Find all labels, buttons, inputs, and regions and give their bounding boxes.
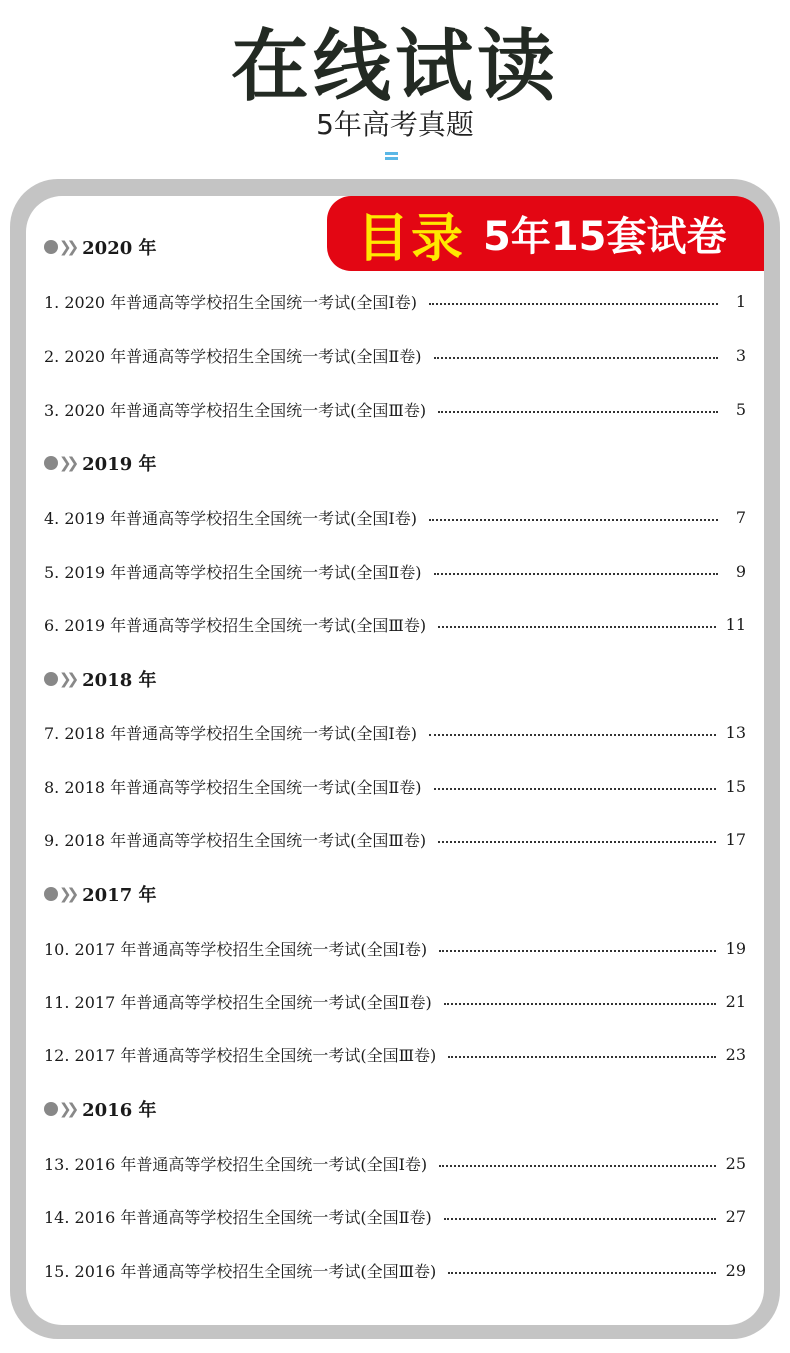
dot-leader bbox=[438, 839, 716, 843]
bullet-dot-icon bbox=[44, 456, 58, 470]
double-chevron-icon: ❯❯ bbox=[59, 670, 75, 688]
toc-entry[interactable] bbox=[44, 1257, 746, 1283]
toc-entry-title: 2. 2020 年普通高等学校招生全国统一考试(全国Ⅱ卷) bbox=[44, 346, 422, 366]
toc-entry[interactable] bbox=[44, 826, 746, 852]
toc-entry-page: 7 bbox=[735, 507, 746, 527]
toc-entry[interactable] bbox=[44, 1150, 746, 1176]
toc-entry[interactable] bbox=[44, 396, 746, 422]
double-chevron-icon: ❯❯ bbox=[59, 885, 75, 903]
section-label: 2017 年 bbox=[82, 885, 157, 906]
toc-entry[interactable] bbox=[44, 288, 746, 314]
bullet-dot-icon bbox=[44, 1102, 58, 1116]
double-chevron-icon: ❯❯ bbox=[59, 1100, 75, 1118]
toc-entry-title: 9. 2018 年普通高等学校招生全国统一考试(全国Ⅲ卷) bbox=[44, 830, 427, 850]
toc-entry-page: 29 bbox=[725, 1260, 746, 1280]
section-label: 2018 年 bbox=[82, 670, 157, 691]
toc-entry-title: 12. 2017 年普通高等学校招生全国统一考试(全国Ⅲ卷) bbox=[44, 1045, 437, 1065]
toc-entry-page: 3 bbox=[735, 345, 746, 365]
bullet-dot-icon bbox=[44, 240, 58, 254]
double-chevron-icon: ❯❯ bbox=[59, 454, 75, 472]
toc-entry[interactable] bbox=[44, 504, 746, 530]
section-heading-2017 bbox=[44, 879, 157, 909]
toc-entry-title: 3. 2020 年普通高等学校招生全国统一考试(全国Ⅲ卷) bbox=[44, 400, 427, 420]
page-subtitle: 5年高考真题 bbox=[316, 108, 474, 141]
section-heading-2018 bbox=[44, 664, 157, 694]
toc-entry-page: 25 bbox=[725, 1153, 746, 1173]
dot-leader bbox=[438, 409, 718, 413]
toc-entry[interactable] bbox=[44, 1203, 746, 1229]
section-heading-2016 bbox=[44, 1094, 157, 1124]
toc-entry-title: 10. 2017 年普通高等学校招生全国统一考试(全国Ⅰ卷) bbox=[44, 939, 428, 959]
dot-leader bbox=[439, 948, 715, 952]
toc-entry-title: 14. 2016 年普通高等学校招生全国统一考试(全国Ⅱ卷) bbox=[44, 1207, 432, 1227]
toc-entry-page: 11 bbox=[725, 614, 746, 634]
toc-entry-title: 8. 2018 年普通高等学校招生全国统一考试(全国Ⅱ卷) bbox=[44, 777, 422, 797]
bullet-dot-icon bbox=[44, 672, 58, 686]
section-heading-2020 bbox=[44, 232, 157, 262]
toc-entry-page: 15 bbox=[725, 776, 746, 796]
toc-entry-page: 23 bbox=[725, 1044, 746, 1064]
toc-entry[interactable] bbox=[44, 935, 746, 961]
dot-leader bbox=[448, 1270, 715, 1274]
toc-banner bbox=[327, 196, 764, 271]
toc-entry-title: 5. 2019 年普通高等学校招生全国统一考试(全国Ⅱ卷) bbox=[44, 562, 422, 582]
toc-entry-page: 17 bbox=[725, 829, 746, 849]
toc-entry-page: 27 bbox=[725, 1206, 746, 1226]
dot-leader bbox=[429, 517, 718, 521]
toc-entry-title: 15. 2016 年普通高等学校招生全国统一考试(全国Ⅲ卷) bbox=[44, 1261, 437, 1281]
dot-leader bbox=[434, 786, 716, 790]
toc-entry[interactable] bbox=[44, 611, 746, 637]
banner-subtitle: 5年15套试卷 bbox=[483, 214, 727, 260]
double-chevron-icon: ❯❯ bbox=[59, 238, 75, 256]
dot-leader bbox=[444, 1216, 716, 1220]
toc-entry-page: 9 bbox=[735, 561, 746, 581]
dot-leader bbox=[448, 1054, 715, 1058]
bullet-dot-icon bbox=[44, 887, 58, 901]
equals-icon bbox=[385, 152, 398, 161]
toc-entry-title: 13. 2016 年普通高等学校招生全国统一考试(全国Ⅰ卷) bbox=[44, 1154, 428, 1174]
dot-leader bbox=[434, 355, 718, 359]
toc-entry-title: 1. 2020 年普通高等学校招生全国统一考试(全国Ⅰ卷) bbox=[44, 292, 417, 312]
toc-entry[interactable] bbox=[44, 342, 746, 368]
toc-entry[interactable] bbox=[44, 773, 746, 799]
toc-entry[interactable] bbox=[44, 719, 746, 745]
toc-entry-page: 1 bbox=[735, 291, 746, 311]
toc-entry-title: 11. 2017 年普通高等学校招生全国统一考试(全国Ⅱ卷) bbox=[44, 992, 432, 1012]
section-label: 2016 年 bbox=[82, 1100, 157, 1121]
toc-entry-title: 7. 2018 年普通高等学校招生全国统一考试(全国Ⅰ卷) bbox=[44, 723, 417, 743]
toc-entry-page: 21 bbox=[725, 991, 746, 1011]
dot-leader bbox=[429, 732, 716, 736]
section-heading-2019 bbox=[44, 448, 157, 478]
page-title: 在线试读 bbox=[230, 22, 559, 112]
banner-title: 目录 bbox=[357, 209, 466, 269]
toc-entry-page: 5 bbox=[735, 399, 746, 419]
section-label: 2019 年 bbox=[82, 454, 157, 475]
dot-leader bbox=[429, 301, 718, 305]
dot-leader bbox=[434, 571, 718, 575]
toc-entry[interactable] bbox=[44, 558, 746, 584]
dot-leader bbox=[444, 1001, 716, 1005]
dot-leader bbox=[439, 1163, 715, 1167]
toc-entry-page: 13 bbox=[725, 722, 746, 742]
toc-entry-title: 6. 2019 年普通高等学校招生全国统一考试(全国Ⅲ卷) bbox=[44, 615, 427, 635]
toc-entry[interactable] bbox=[44, 1041, 746, 1067]
toc-entry-page: 19 bbox=[725, 938, 746, 958]
toc-entry[interactable] bbox=[44, 988, 746, 1014]
toc-entry-title: 4. 2019 年普通高等学校招生全国统一考试(全国Ⅰ卷) bbox=[44, 508, 417, 528]
dot-leader bbox=[438, 624, 716, 628]
section-label: 2020 年 bbox=[82, 238, 157, 259]
